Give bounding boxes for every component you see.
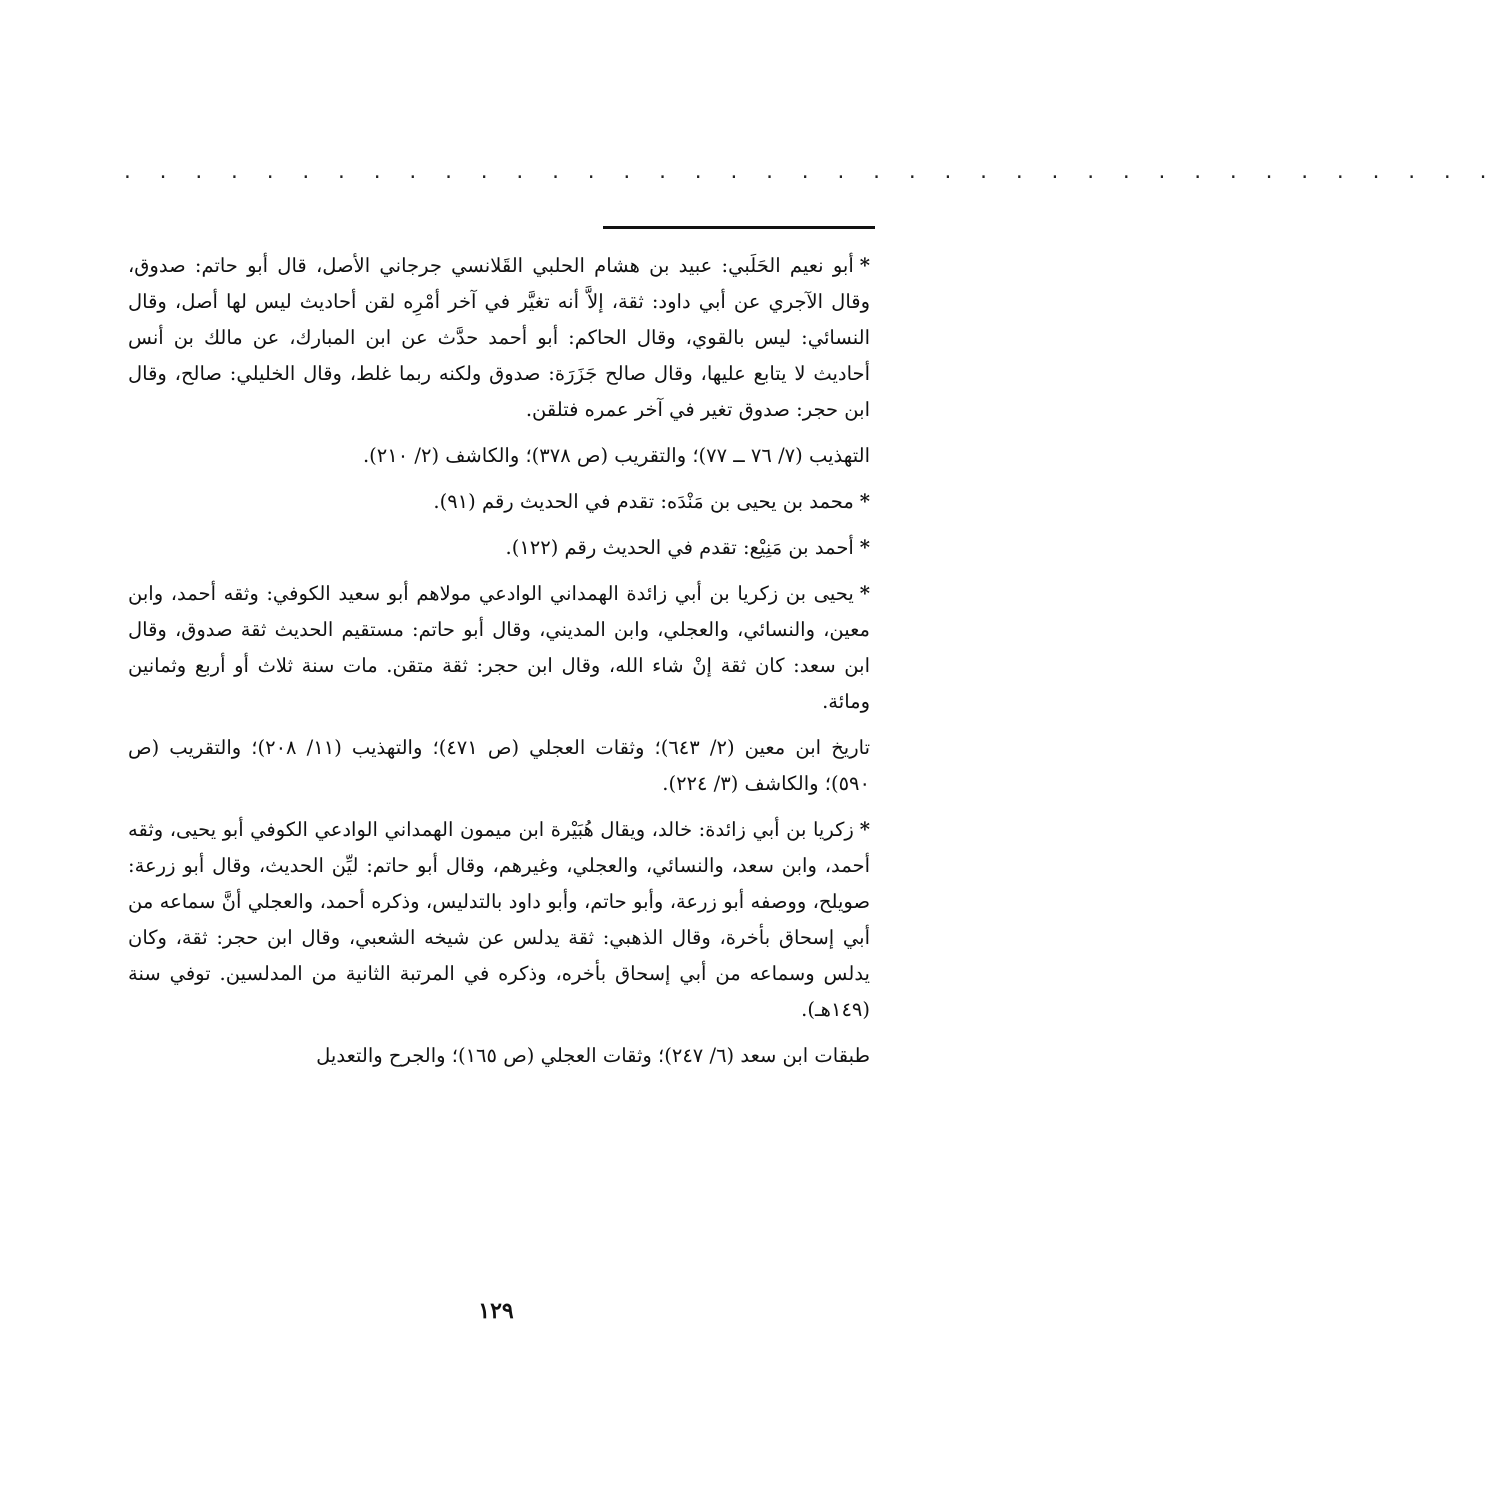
entry-marker: * [859,582,870,605]
page-number: ١٢٩ [478,1298,514,1324]
references-zakariya [128,1038,870,1074]
entry-marker: * [859,254,870,277]
entry-text: محمد بن يحيى بن مَنْدَه: تقدم في الحديث رقم (٩١). [433,490,854,513]
entry-text: زكريا بن أبي زائدة: خالد، ويقال هُبَيْرة ابن ميمون الهمداني الوادعي الكوفي أبو يحيى، وثقه أحمد، وابن سعد، والنسائي، والعجلي، وغيرهم، وقال أبو حاتم: ليِّن الحديث، وقال أبو زرعة: صويلح، ووصفه أبو زرعة، وأبو حاتم، وأبو داود بالتدليس، وذكره أحمد، والعجلي أنَّ سماعه من أبي إسحاق بأخرة، وقال الذهبي: ثقة يدلس عن شيخه الشعبي، وقال ابن حجر: ثقة، وكان يدلس وسماعه من أبي إسحاق بأخره، وذكره في المرتبة الثانية من المدلسين. توفي سنة (١٤٩هـ). [128,818,870,1021]
references-yahya [128,730,870,802]
entry-marker: * [859,490,870,513]
entry-ahmad-ibn-mani [128,530,870,566]
entry-marker: * [859,536,870,559]
footnote-text [128,248,870,1084]
references-text: التهذيب (٧/ ٧٦ ــ ٧٧)؛ والتقريب (ص ٣٧٨)؛ والكاشف (٢/ ٢١٠). [362,444,870,467]
references-text: تاريخ ابن معين (٢/ ٦٤٣)؛ وثقات العجلي (ص ٤٧١)؛ والتهذيب (١١/ ٢٠٨)؛ والتقريب (ص ٥٩٠)؛ والكاشف (٣/ ٢٢٤). [128,736,870,795]
entry-zakariya-ibn-abi-zaida [128,812,870,1028]
entry-text: أحمد بن مَنِيْع: تقدم في الحديث رقم (١٢٢). [505,536,854,559]
entry-muhammad-ibn-mandah [128,484,870,520]
entry-yahya-ibn-zakariya [128,576,870,720]
references-abu-nuaym [128,438,870,474]
entry-text: يحيى بن زكريا بن أبي زائدة الهمداني الوادعي مولاهم أبو سعيد الكوفي: وثقه أحمد، وابن معين، والنسائي، والعجلي، وابن المديني، وقال أبو حاتم: مستقيم الحديث ثقة صدوق، وقال ابن سعد: كان ثقة إنْ شاء الله، وقال ابن حجر: ثقة متقن. مات سنة ثلاث أو أربع وثمانين ومائة. [128,582,870,713]
references-text: طبقات ابن سعد (٦/ ٢٤٧)؛ وثقات العجلي (ص ١٦٥)؛ والجرح والتعديل [316,1044,870,1067]
entry-text: أبو نعيم الحَلَبي: عبيد بن هشام الحلبي القَلانسي جرجاني الأصل، قال أبو حاتم: صدوق، وقال الآجري عن أبي داود: ثقة، إلاَّ أنه تغيَّر في آخر أمْرِه لقن أحاديث ليس لها أصل، وقال النسائي: ليس بالقوي، وقال الحاكم: أبو أحمد حدَّث عن ابن المبارك، عن مالك بن أنس أحاديث لا يتابع عليها، وقال صالح جَزَرَة: صدوق ولكنه ربما غلط، وقال الخليلي: صالح، وقال ابن حجر: صدوق تغير في آخر عمره فتلقن. [128,254,870,421]
entry-abu-nuaym [128,248,870,428]
dotted-separator: · · · · · · · · · · · · · · · · · · · · · · · · · · · · · · · · · · · · · · · [122,167,1495,188]
footnote-rule [603,226,875,229]
entry-marker: * [859,818,870,841]
